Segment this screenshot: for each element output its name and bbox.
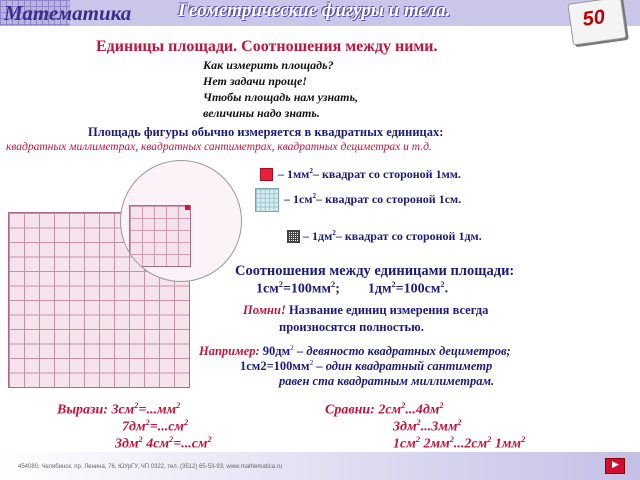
compare-line-3: $1см^2$ $2мм^2...2см^2$ $1мм^2$ [393,435,526,452]
remember-note-line-2: произносятся полностью. [279,320,424,334]
relations-title: Соотношения между единицами площади: [235,263,515,279]
unit-cm: – $1см^2-$ квадрат со стороной 1см. [284,192,462,206]
remember-note: Помни! Название единиц измерения всегда [243,303,489,317]
logo-text: Математика [4,1,132,25]
example-line-1: Например: $90дм^2$ – девяносто квадратных дециметров; [199,343,511,359]
express-line-1: Вырази: $3см^2=...мм^2$ [57,401,181,418]
poem-line-4: величины надо знать. [203,106,320,120]
header-title: Геометрические фигуры и тела. [178,0,451,21]
magnifier-circle [120,160,242,282]
next-slide-button[interactable] [605,458,625,474]
remember-label: Помни! [243,303,286,317]
next-arrow-icon: ▶ [612,460,619,470]
poem-line-2: Нет задачи проще! [203,74,307,88]
poem-line-3: Чтобы площадь нам узнать, [203,90,358,104]
square-cm-icon [255,188,279,212]
magnified-unit-square [185,205,190,210]
page-number-badge [567,0,626,46]
unit-mm: – $1мм^2-$ квадрат со стороной 1мм. [278,167,461,181]
unit-dm: – $1дм^2-$ квадрат со стороной 1дм. [303,229,482,243]
intro-line-2: квадратных миллиметрах, квадратных сантиметрах, квадратных дециметрах и т.д. [6,141,432,153]
page-title: Единицы площади. Соотношения между ними. [96,38,438,55]
express-label: Вырази: [57,402,108,418]
compare-line-1: Сравни: $2см^2...4дм^2$ [325,401,444,418]
poem-line-1: Как измерить площадь? [203,58,334,72]
square-mm-icon [260,168,273,181]
relations-equations: $1см^2=100мм^2$; $1дм^2=100см^2$. [256,280,449,297]
example-label: Например: [199,344,260,359]
footer-address: 454080, Челябинск, пр. Ленина, 76, ЮУрГУ, ЧП 0322, тел. (3512) 65-53-93, www.mathematica.ru [18,464,283,470]
example-line-2: $1см2=100мм^2$ – один квадратный сантиметр [240,358,493,374]
express-line-3: $3дм^2$ $4см^2=...см^2$ [115,435,212,452]
compare-label: Сравни: [325,402,375,418]
example-line-3: равен ста квадратным миллиметрам. [279,374,495,388]
page-number: 50 [581,5,607,31]
express-line-2: $7дм^2=...см^2$ [122,418,189,435]
compare-line-2: $3дм^2...3мм^2$ [393,418,462,435]
intro-line-1: Площадь фигуры обычно измеряется в квадратных единицах: [88,125,444,139]
square-dm-icon [287,230,300,243]
magnified-grid [129,205,191,267]
